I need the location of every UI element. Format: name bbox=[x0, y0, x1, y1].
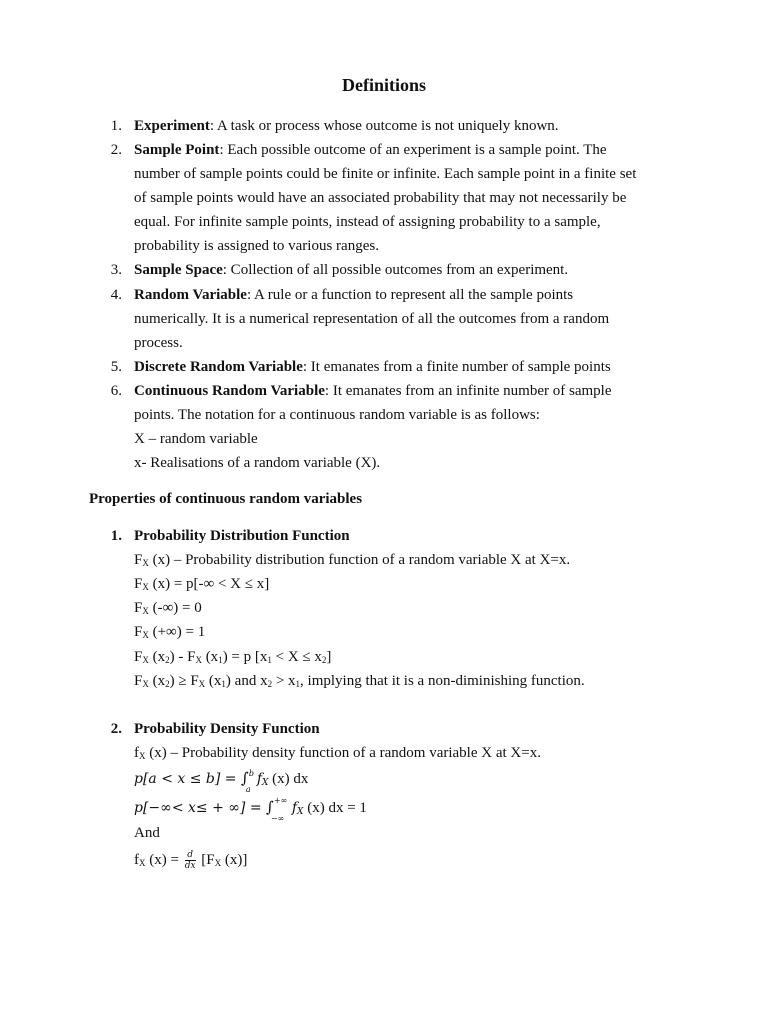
equation bbox=[134, 850, 247, 873]
equation-lhs: p[−∞< x≤ + ∞] = bbox=[134, 800, 267, 816]
formula-text: F bbox=[134, 649, 143, 665]
formula-line bbox=[134, 671, 585, 694]
subscript: 1 bbox=[221, 679, 226, 689]
upper-limit: +∞ bbox=[273, 796, 288, 805]
definition-term: Sample Space bbox=[134, 262, 223, 278]
formula-line bbox=[134, 598, 202, 621]
formula-line bbox=[134, 574, 269, 597]
list-number: 5. bbox=[110, 359, 122, 375]
section-heading: Properties of continuous random variables bbox=[89, 491, 363, 507]
definition-text: of sample points would have an associated probability that may not necessarily be bbox=[134, 190, 627, 206]
list-number: 6. bbox=[110, 383, 122, 399]
formula-text: F bbox=[134, 552, 143, 568]
formula-text: f bbox=[134, 745, 139, 761]
formula-text: ] bbox=[326, 649, 332, 665]
formula-text: f bbox=[256, 771, 262, 787]
formula-text: ) = p [x bbox=[222, 649, 268, 665]
formula-text: (x) dx = 1 bbox=[303, 800, 367, 816]
definition-text: points. The notation for a continuous random variable is as follows: bbox=[134, 407, 540, 423]
definition-text: : Collection of all possible outcomes from an experiment. bbox=[222, 262, 569, 278]
definition-text: probability is assigned to various ranges. bbox=[134, 238, 379, 254]
subscript: X bbox=[198, 679, 206, 689]
list-item bbox=[134, 260, 568, 280]
subscript: X bbox=[297, 807, 304, 817]
equation-lhs: p[a < x ≤ b] = bbox=[134, 771, 241, 787]
formula-text: (+∞) = 1 bbox=[148, 624, 206, 640]
subscript: X bbox=[195, 655, 202, 665]
formula-text: (x) – Probability distribution function of a random variable X at X=x. bbox=[148, 552, 571, 568]
formula-text: F bbox=[134, 576, 143, 592]
formula-text: F bbox=[134, 624, 143, 640]
subscript: X bbox=[142, 558, 149, 568]
and-text: And bbox=[134, 825, 160, 841]
definition-text: : A task or process whose outcome is not uniquely known. bbox=[209, 118, 559, 134]
integral-sign: ∫ bbox=[266, 798, 274, 816]
definition-term: Experiment bbox=[134, 118, 210, 134]
formula-line bbox=[134, 647, 331, 670]
subscript: X bbox=[262, 778, 269, 788]
formula-text: (x) = bbox=[145, 852, 183, 868]
formula-line bbox=[134, 743, 541, 766]
list-item bbox=[134, 116, 559, 136]
definition-text: number of sample points could be finite or infinite. Each sample point in a finite set bbox=[134, 166, 637, 182]
list-item bbox=[134, 140, 607, 160]
list-number: 1. bbox=[110, 118, 122, 134]
subscript: X bbox=[142, 582, 149, 592]
subscript: X bbox=[142, 679, 149, 689]
list-item bbox=[134, 357, 611, 377]
list-number: 2. bbox=[110, 721, 122, 737]
formula-text: F bbox=[134, 600, 143, 616]
formula-text: ) - F bbox=[169, 649, 196, 665]
subscript: 2 bbox=[165, 679, 170, 689]
definition-term: Discrete Random Variable bbox=[134, 359, 303, 375]
subscript: 2 bbox=[165, 655, 170, 665]
list-item bbox=[134, 381, 611, 401]
definition-text: numerically. It is a numerical representation of all the outcomes from a random bbox=[134, 311, 610, 327]
formula-text: < X ≤ x bbox=[271, 649, 322, 665]
formula-text: > x bbox=[272, 673, 296, 689]
subscript: X bbox=[139, 858, 146, 868]
page-title: Definitions bbox=[341, 75, 426, 95]
formula-text: (-∞) = 0 bbox=[148, 600, 202, 616]
formula-text: F bbox=[134, 673, 143, 689]
definition-text: : It emanates from a finite number of sample points bbox=[302, 359, 611, 375]
definition-text: : It emanates from an infinite number of sample bbox=[324, 383, 612, 399]
subscript: 1 bbox=[218, 655, 223, 665]
subscript: X bbox=[142, 630, 149, 640]
definition-text: : A rule or a function to represent all the sample points bbox=[246, 287, 574, 303]
formula-line bbox=[134, 550, 570, 573]
subscript: X bbox=[142, 606, 149, 616]
formula-text: (x bbox=[148, 673, 166, 689]
formula-line bbox=[134, 622, 205, 645]
upper-limit: b bbox=[248, 769, 254, 778]
formula-text: (x)] bbox=[221, 852, 248, 868]
formula-text: , implying that it is a non-diminishing function. bbox=[300, 673, 585, 689]
integral-limits bbox=[245, 768, 257, 794]
definition-term: Random Variable bbox=[134, 287, 247, 303]
definition-text: x- Realisations of a random variable (X). bbox=[134, 455, 381, 471]
integral-limits bbox=[270, 796, 292, 823]
derivative-fraction bbox=[185, 850, 196, 871]
formula-text: (x bbox=[148, 649, 166, 665]
equation bbox=[134, 797, 367, 822]
definition-term: Sample Point bbox=[134, 142, 220, 158]
subscript: X bbox=[142, 655, 149, 665]
definition-text: equal. For infinite sample points, instead of assigning probability to a sample, bbox=[134, 214, 601, 230]
subscript: 1 bbox=[267, 655, 272, 665]
formula-text: (x) dx bbox=[268, 771, 309, 787]
subscript: 2 bbox=[267, 679, 273, 689]
subscript: 1 bbox=[295, 679, 301, 689]
formula-text: ) and x bbox=[225, 673, 268, 689]
list-item bbox=[134, 285, 573, 305]
definition-term: Continuous Random Variable bbox=[134, 383, 325, 399]
definition-text: X – random variable bbox=[134, 431, 258, 447]
formula-text: f bbox=[291, 800, 298, 816]
list-number: 2. bbox=[110, 142, 122, 158]
subsection-heading: Probability Density Function bbox=[134, 721, 320, 737]
formula-text: (x bbox=[201, 649, 219, 665]
lower-limit: a bbox=[245, 785, 251, 794]
fraction-numerator: d bbox=[187, 850, 193, 861]
formula-text: f bbox=[134, 852, 139, 868]
subscript: X bbox=[139, 751, 146, 761]
integral-sign: ∫ bbox=[240, 769, 249, 787]
subscript: X bbox=[214, 858, 222, 868]
formula-text: [F bbox=[197, 852, 215, 868]
formula-text: ) ≥ F bbox=[169, 673, 199, 689]
subsection-heading: Probability Distribution Function bbox=[134, 528, 350, 544]
equation bbox=[134, 768, 308, 793]
formula-text: (x bbox=[205, 673, 222, 689]
list-number: 3. bbox=[110, 262, 122, 278]
list-number: 4. bbox=[110, 287, 122, 303]
definition-text: process. bbox=[134, 335, 183, 351]
lower-limit: −∞ bbox=[270, 814, 285, 823]
fraction-denominator: dx bbox=[184, 861, 196, 872]
formula-text: (x) = p[-∞ < X ≤ x] bbox=[148, 576, 270, 592]
list-number: 1. bbox=[110, 528, 122, 544]
definition-text: : Each possible outcome of an experiment is a sample point. The bbox=[219, 142, 607, 158]
formula-text: (x) – Probability density function of a random variable X at X=x. bbox=[145, 745, 541, 761]
subscript: 2 bbox=[321, 655, 327, 665]
